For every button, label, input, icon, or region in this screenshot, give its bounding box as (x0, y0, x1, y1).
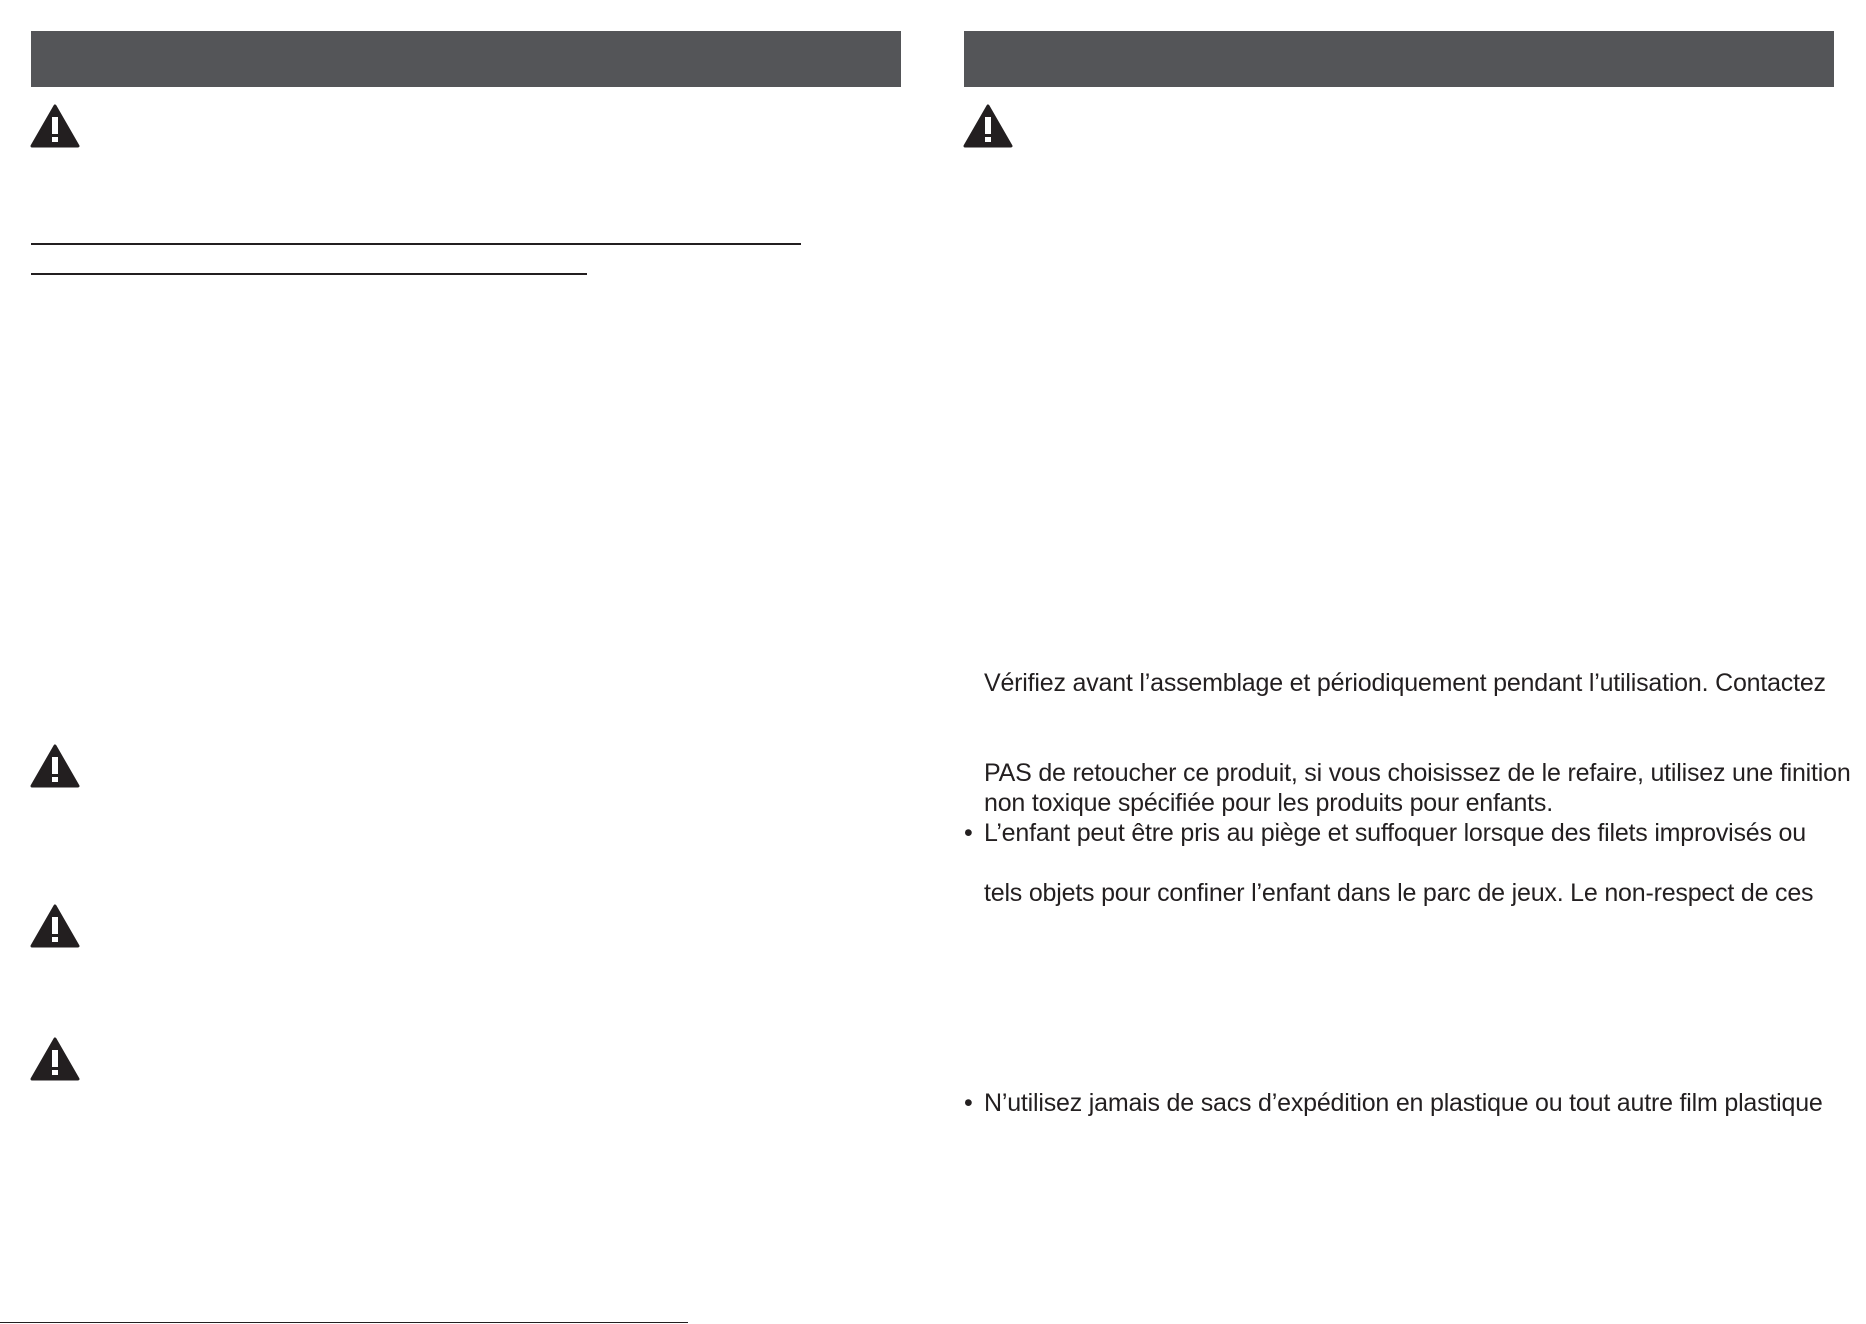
warning-text-line: N’utilisez jamais de sacs d’expédition en plastique ou tout autre film plastique (984, 1089, 1823, 1117)
warning-text-line: PAS de retoucher ce produit, si vous choisissez de le refaire, utilisez une finition (984, 759, 1851, 787)
warning-triangle-icon (30, 104, 80, 148)
warning-text-line: L’enfant peut être pris au piège et suffoquer lorsque des filets improvisés ou (984, 819, 1806, 847)
underline-rule (31, 273, 587, 275)
warning-triangle-icon (30, 744, 80, 788)
underline-rule (31, 243, 801, 245)
bullet-marker: • (964, 819, 973, 847)
section-header-bar-right (964, 31, 1834, 87)
warning-triangle-icon (963, 104, 1013, 148)
warning-triangle-icon (30, 904, 80, 948)
footer-rule (0, 1322, 688, 1323)
warning-text-line: non toxique spécifiée pour les produits pour enfants. (984, 789, 1553, 817)
section-header-bar-left (31, 31, 901, 87)
warning-text-line: tels objets pour confiner l’enfant dans le parc de jeux. Le non-respect de ces (984, 879, 1814, 907)
warning-triangle-icon (30, 1037, 80, 1081)
warning-text-line: Vérifiez avant l’assemblage et périodiquement pendant l’utilisation. Contactez (984, 669, 1826, 697)
bullet-marker: • (964, 1089, 973, 1117)
